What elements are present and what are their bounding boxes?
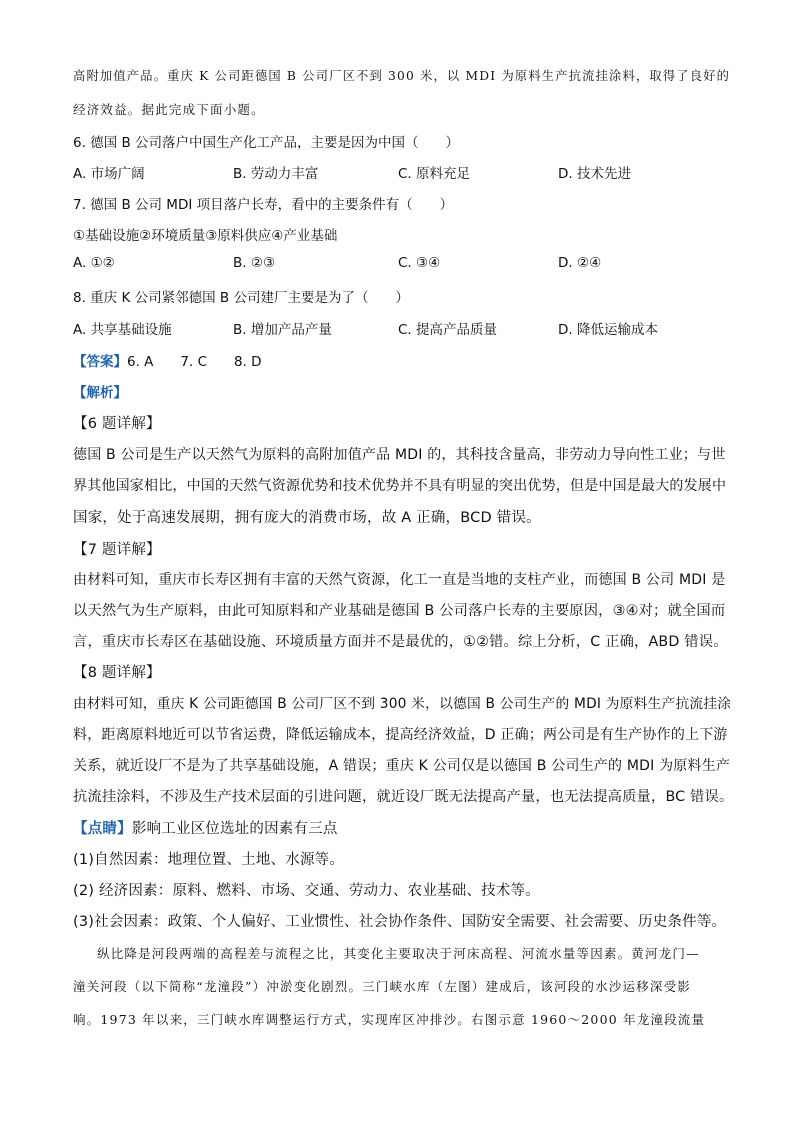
option-b: B. ②③ [233,255,276,271]
detail-6-line: 德国 B 公司是生产以天然气为原料的高附加值产品 MDI 的，其科技含量高，非劳动力导向性工业；与世 [73,447,726,463]
question-8-stem: 8. 重庆 K 公司紧邻德国 B 公司建厂主要是为了（ ） [73,290,409,306]
option-c: C. ③④ [398,255,441,271]
tips-line [73,817,338,838]
analysis-label: 【解析】 [73,385,127,401]
tips-item: (3)社会因素：政策、个人偏好、工业惯性、社会协作条件、国防安全需要、社会需要、历史条件等。 [73,914,727,930]
tips-item: (1)自然因素：地理位置、土地、水源等。 [73,852,345,868]
intro-line-2: 经济效益。据此完成下面小题。 [73,102,265,117]
tips-text: 影响工业区位选址的因素有三点 [131,821,338,837]
detail-6-line: 国家，处于高速发展期，拥有庞大的消费市场，故 A 正确，BCD 错误。 [73,510,541,526]
option-c: C. 提高产品质量 [398,322,498,338]
option-a: A. 市场广阔 [73,166,145,182]
detail-7-line: 由材料可知，重庆市长寿区拥有丰富的天然气资源，化工一直是当地的支柱产业，而德国 B 公司 MDI 是 [73,572,726,588]
answer-line [73,350,262,370]
detail-7-line: 言，重庆市长寿区在基础设施、环境质量方面并不是最优的，①②错。综上分析，C 正确，ABD 错误。 [73,634,728,650]
intro-line-1: 高附加值产品。重庆 K 公司距德国 B 公司厂区不到 300 米，以 MDI 为原料生产抗流挂涂料，取得了良好的 [73,69,731,83]
detail-8-line: 关系，就近设厂不是为了共享基础设施，A 错误；重庆 K 公司仅是以德国 B 公司生产的 MDI 为原料生产 [73,758,731,774]
next-material-line: 纵比降是河段两端的高程差与流程之比，其变化主要取决于河床高程、河流水量等因素。黄河龙门— [97,946,700,961]
question-7-choices: ①基础设施②环境质量③原料供应④产业基础 [73,228,338,244]
next-material-line: 潼关河段（以下简称“龙潼段”）冲淤变化剧烈。三门峡水库（左图）建成后，该河段的水沙运移深受影 [73,979,691,994]
detail-8-line: 料，距离原料地近可以节省运费，降低运输成本，提高经济效益，D 正确；两公司是有生产协作的上下游 [73,727,728,743]
detail-6-line: 界其他国家相比，中国的天然气资源优势和技术优势并不具有明显的突出优势，但是中国是最大的发展中 [73,478,727,494]
detail-7-label: 【7 题详解】 [73,542,161,558]
detail-8-line: 由材料可知，重庆 K 公司距德国 B 公司厂区不到 300 米，以德国 B 公司生产的 MDI 为原料生产抗流挂涂 [73,696,732,712]
option-d: D. ②④ [558,255,602,271]
answer-text: 6. A 7. C 8. D [127,354,262,370]
option-b: B. 增加产品产量 [233,322,332,338]
option-d: D. 降低运输成本 [558,322,658,338]
detail-8-line: 抗流挂涂料，不涉及生产技术层面的引进问题，就近设厂既无法提高产量，也无法提高质量，BC 错误。 [73,789,734,805]
answer-label: 【答案】 [73,354,127,370]
question-7-stem: 7. 德国 B 公司 MDI 项目落户长寿，看中的主要条件有（ ） [73,197,454,213]
question-6-stem: 6. 德国 B 公司落户中国生产化工产品，主要是因为中国（ ） [73,135,460,151]
option-a: A. 共享基础设施 [73,322,172,338]
next-material-line: 响。1973 年以来，三门峡水库调整运行方式，实现库区冲排沙。右图示意 1960～2000 年龙潼段流量 [73,1012,706,1027]
detail-7-line: 以天然气为生产原料，由此可知原料和产业基础是德国 B 公司落户长寿的主要原因，③④对；就全国而 [73,603,726,619]
option-a: A. ①② [73,255,115,271]
detail-8-label: 【8 题详解】 [73,665,161,681]
option-c: C. 原料充足 [398,166,471,182]
tips-item: (2) 经济因素：原料、燃料、市场、交通、劳动力、农业基础、技术等。 [73,883,540,899]
option-b: B. 劳动力丰富 [233,166,319,182]
option-d: D. 技术先进 [558,166,631,182]
tips-label: 【点睛】 [73,821,132,837]
detail-6-label: 【6 题详解】 [73,416,161,432]
